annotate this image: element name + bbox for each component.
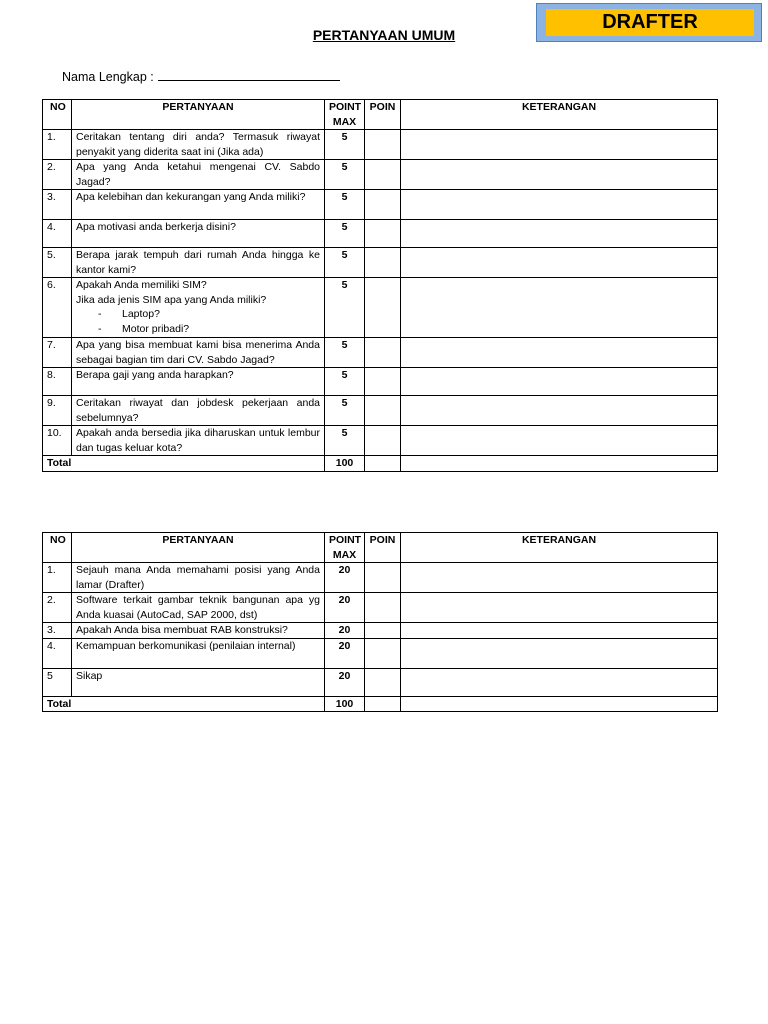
header-keterangan: KETERANGAN bbox=[401, 533, 718, 563]
table-row bbox=[43, 338, 718, 368]
table-row bbox=[43, 593, 718, 623]
score-cell[interactable] bbox=[365, 426, 401, 456]
full-name-blank-line[interactable] bbox=[158, 68, 340, 81]
row-number: 4. bbox=[43, 220, 72, 248]
question-text: Apakah anda bersedia jika diharuskan untuk lembur dan tugas keluar kota? bbox=[72, 426, 325, 456]
header-no: NO bbox=[43, 100, 72, 130]
remarks-cell[interactable] bbox=[401, 593, 718, 623]
remarks-cell[interactable] bbox=[401, 160, 718, 190]
remarks-cell[interactable] bbox=[401, 220, 718, 248]
table-row bbox=[43, 160, 718, 190]
header-poin: POIN bbox=[365, 100, 401, 130]
row-number: 4. bbox=[43, 638, 72, 668]
general-questions-table bbox=[42, 99, 718, 472]
point-max: 20 bbox=[325, 638, 365, 668]
question-text: Apa motivasi anda berkerja disini? bbox=[72, 220, 325, 248]
score-cell[interactable] bbox=[365, 593, 401, 623]
question-text: Sejauh mana Anda memahami posisi yang Anda lamar (Drafter) bbox=[72, 563, 325, 593]
remarks-cell[interactable] bbox=[401, 638, 718, 668]
row-number: 10. bbox=[43, 426, 72, 456]
question-line: Jika ada jenis SIM apa yang Anda miliki? bbox=[76, 293, 267, 306]
question-text: Apakah Anda bisa membuat RAB konstruksi? bbox=[72, 623, 325, 639]
question-text: Berapa jarak tempuh dari rumah Anda hingga ke kantor kami? bbox=[72, 248, 325, 278]
row-number: 9. bbox=[43, 396, 72, 426]
remarks-cell[interactable] bbox=[401, 248, 718, 278]
remarks-cell[interactable] bbox=[401, 338, 718, 368]
question-text bbox=[72, 278, 325, 338]
total-label: Total bbox=[43, 696, 325, 712]
row-number: 1. bbox=[43, 563, 72, 593]
total-score-cell[interactable] bbox=[365, 696, 401, 712]
point-max: 20 bbox=[325, 623, 365, 639]
score-cell[interactable] bbox=[365, 563, 401, 593]
table-row bbox=[43, 623, 718, 639]
point-max: 5 bbox=[325, 396, 365, 426]
point-max: 5 bbox=[325, 426, 365, 456]
full-name-label: Nama Lengkap : bbox=[62, 70, 154, 84]
question-text: Berapa gaji yang anda harapkan? bbox=[72, 368, 325, 396]
point-max: 5 bbox=[325, 338, 365, 368]
total-remarks-cell[interactable] bbox=[401, 456, 718, 472]
table-row bbox=[43, 368, 718, 396]
table-row bbox=[43, 248, 718, 278]
remarks-cell[interactable] bbox=[401, 668, 718, 696]
row-number: 2. bbox=[43, 160, 72, 190]
row-number: 3. bbox=[43, 190, 72, 220]
table-row bbox=[43, 668, 718, 696]
total-score-cell[interactable] bbox=[365, 456, 401, 472]
table-header-row bbox=[43, 100, 718, 130]
remarks-cell[interactable] bbox=[401, 426, 718, 456]
remarks-cell[interactable] bbox=[401, 368, 718, 396]
full-name-field bbox=[62, 68, 340, 84]
table-row bbox=[43, 426, 718, 456]
remarks-cell[interactable] bbox=[401, 563, 718, 593]
header-question: PERTANYAAN bbox=[72, 100, 325, 130]
row-number: 8. bbox=[43, 368, 72, 396]
row-number: 5 bbox=[43, 668, 72, 696]
row-number: 1. bbox=[43, 130, 72, 160]
row-number: 3. bbox=[43, 623, 72, 639]
header-point-max: POINT MAX bbox=[325, 100, 365, 130]
score-cell[interactable] bbox=[365, 248, 401, 278]
question-text: Sikap bbox=[72, 668, 325, 696]
question-text: Ceritakan tentang diri anda? Termasuk riwayat penyakit yang diderita saat ini (Jika ada) bbox=[72, 130, 325, 160]
table-row bbox=[43, 638, 718, 668]
header-no: NO bbox=[43, 533, 72, 563]
question-text: Apa kelebihan dan kekurangan yang Anda miliki? bbox=[72, 190, 325, 220]
score-cell[interactable] bbox=[365, 130, 401, 160]
score-cell[interactable] bbox=[365, 623, 401, 639]
sub-item-dash: - bbox=[98, 322, 102, 335]
question-text: Software terkait gambar teknik bangunan apa yg Anda kuasai (AutoCad, SAP 2000, dst) bbox=[72, 593, 325, 623]
score-cell[interactable] bbox=[365, 368, 401, 396]
row-number: 7. bbox=[43, 338, 72, 368]
header-question: PERTANYAAN bbox=[72, 533, 325, 563]
table-row bbox=[43, 278, 718, 338]
point-max: 5 bbox=[325, 220, 365, 248]
score-cell[interactable] bbox=[365, 396, 401, 426]
score-cell[interactable] bbox=[365, 160, 401, 190]
table-header-row bbox=[43, 533, 718, 563]
total-value: 100 bbox=[325, 696, 365, 712]
total-value: 100 bbox=[325, 456, 365, 472]
point-max: 5 bbox=[325, 278, 365, 338]
score-cell[interactable] bbox=[365, 190, 401, 220]
score-cell[interactable] bbox=[365, 638, 401, 668]
point-max: 20 bbox=[325, 668, 365, 696]
point-max: 20 bbox=[325, 563, 365, 593]
total-row bbox=[43, 696, 718, 712]
remarks-cell[interactable] bbox=[401, 623, 718, 639]
sub-item-dash: - bbox=[98, 308, 102, 320]
table-row bbox=[43, 396, 718, 426]
score-cell[interactable] bbox=[365, 338, 401, 368]
point-max: 5 bbox=[325, 130, 365, 160]
row-number: 2. bbox=[43, 593, 72, 623]
row-number: 5. bbox=[43, 248, 72, 278]
table-row bbox=[43, 190, 718, 220]
question-text: Apa yang bisa membuat kami bisa menerima Anda sebagai bagian tim dari CV. Sabdo Jagad? bbox=[72, 338, 325, 368]
total-label: Total bbox=[43, 456, 325, 472]
sub-item-label: Motor pribadi? bbox=[122, 322, 190, 335]
table-row bbox=[43, 220, 718, 248]
sub-item bbox=[76, 307, 320, 322]
position-badge-label: DRAFTER bbox=[546, 9, 754, 36]
table-row bbox=[43, 563, 718, 593]
question-text: Ceritakan riwayat dan jobdesk pekerjaan anda sebelumnya? bbox=[72, 396, 325, 426]
table-row bbox=[43, 130, 718, 160]
remarks-cell[interactable] bbox=[401, 190, 718, 220]
point-max: 5 bbox=[325, 190, 365, 220]
remarks-cell[interactable] bbox=[401, 396, 718, 426]
remarks-cell[interactable] bbox=[401, 278, 718, 338]
question-text: Kemampuan berkomunikasi (penilaian internal) bbox=[72, 638, 325, 668]
score-cell[interactable] bbox=[365, 668, 401, 696]
sub-item bbox=[76, 322, 320, 337]
position-questions-table bbox=[42, 532, 718, 712]
score-cell[interactable] bbox=[365, 278, 401, 338]
total-remarks-cell[interactable] bbox=[401, 696, 718, 712]
header-keterangan: KETERANGAN bbox=[401, 100, 718, 130]
score-cell[interactable] bbox=[365, 220, 401, 248]
point-max: 5 bbox=[325, 368, 365, 396]
point-max: 5 bbox=[325, 160, 365, 190]
point-max: 5 bbox=[325, 248, 365, 278]
sub-item-label: Laptop? bbox=[122, 308, 160, 320]
page-title: PERTANYAAN UMUM bbox=[312, 27, 456, 43]
total-row bbox=[43, 456, 718, 472]
header-point-max: POINT MAX bbox=[325, 533, 365, 563]
remarks-cell[interactable] bbox=[401, 130, 718, 160]
question-line: Apakah Anda memiliki SIM? bbox=[76, 279, 207, 291]
row-number: 6. bbox=[43, 278, 72, 338]
question-text: Apa yang Anda ketahui mengenai CV. Sabdo Jagad? bbox=[72, 160, 325, 190]
header-poin: POIN bbox=[365, 533, 401, 563]
point-max: 20 bbox=[325, 593, 365, 623]
